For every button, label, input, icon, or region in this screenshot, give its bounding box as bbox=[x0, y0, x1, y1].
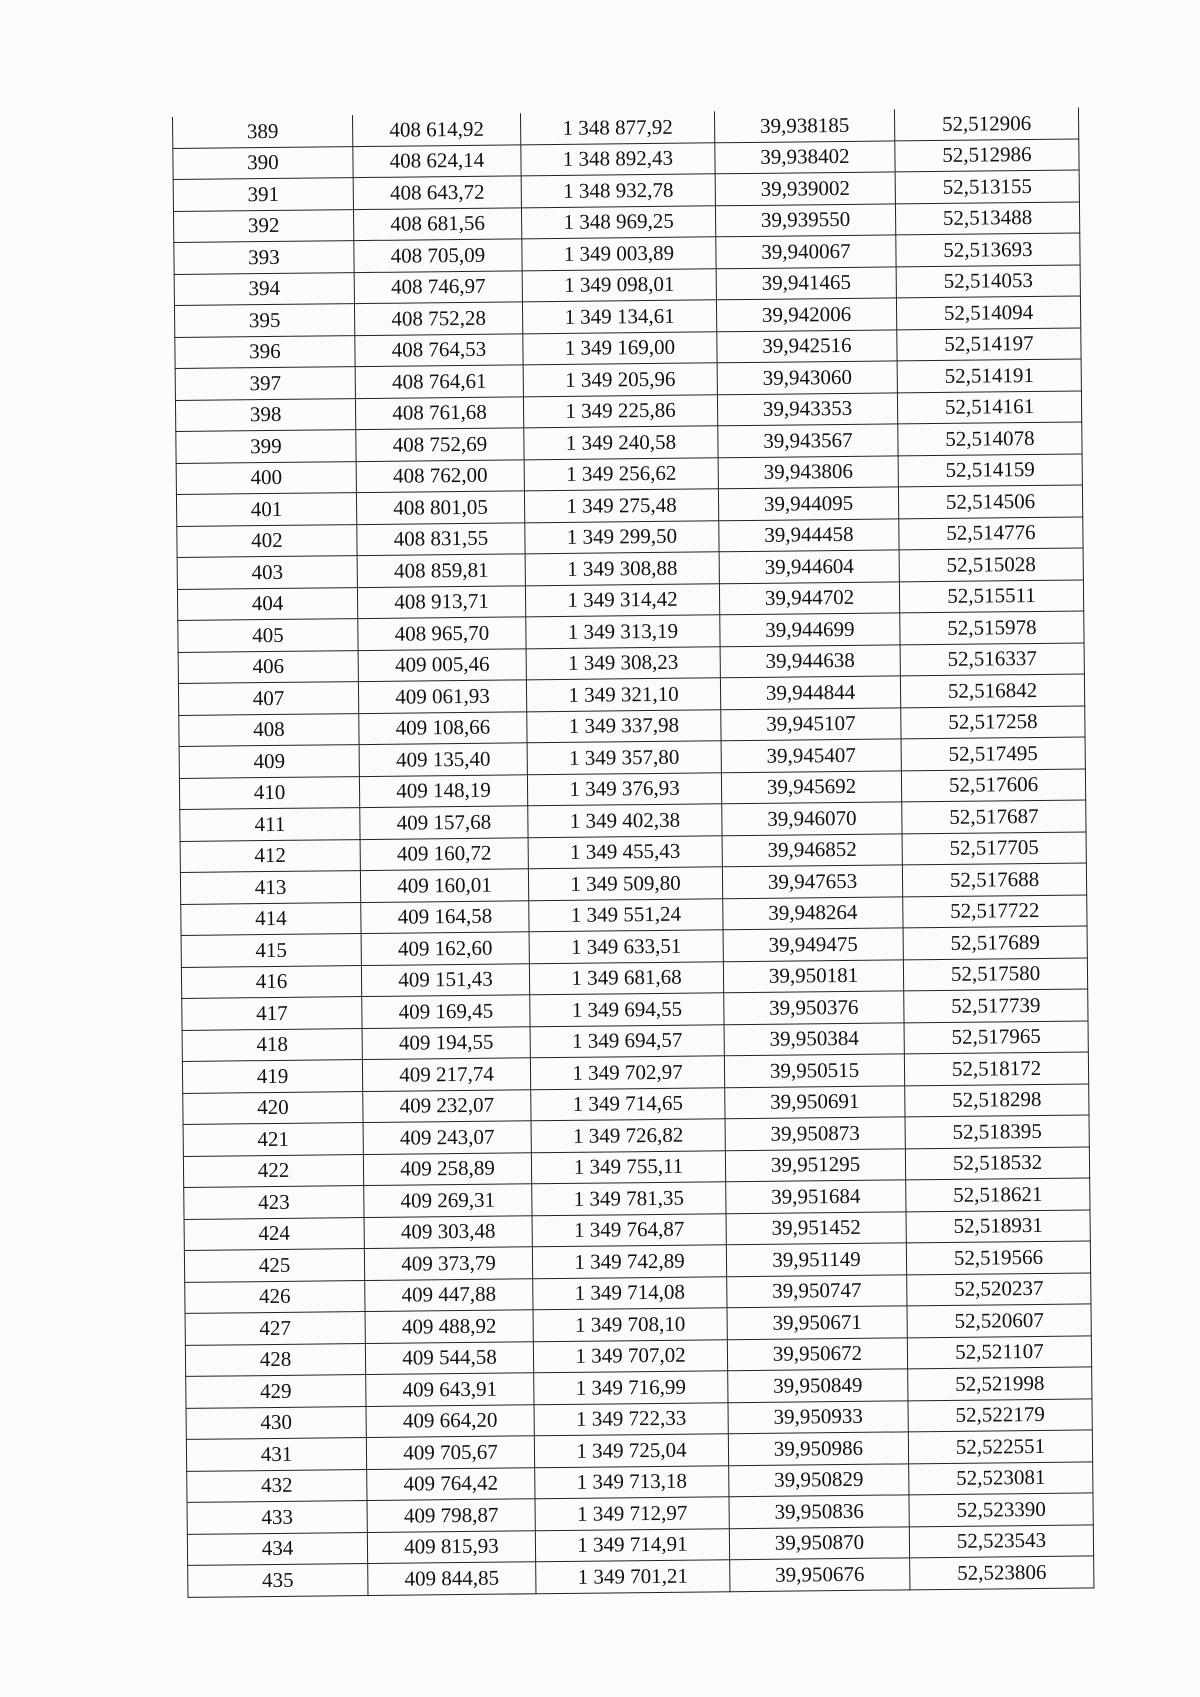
y-coordinate-cell: 1 349 701,21 bbox=[536, 1560, 730, 1594]
latitude-cell: 39,942516 bbox=[717, 329, 897, 362]
latitude-cell: 39,950747 bbox=[727, 1274, 907, 1307]
x-coordinate-cell: 408 913,71 bbox=[357, 585, 525, 618]
y-coordinate-cell: 1 349 357,80 bbox=[527, 741, 721, 775]
point-number-cell: 431 bbox=[186, 1438, 366, 1471]
y-coordinate-cell: 1 349 726,82 bbox=[531, 1119, 725, 1153]
y-coordinate-cell: 1 349 713,18 bbox=[535, 1465, 729, 1499]
x-coordinate-cell: 409 005,46 bbox=[358, 648, 526, 681]
longitude-cell: 52,521998 bbox=[908, 1367, 1092, 1400]
point-number-cell: 418 bbox=[182, 1028, 362, 1061]
point-number-cell: 399 bbox=[176, 430, 356, 463]
point-number-cell: 432 bbox=[187, 1469, 367, 1502]
x-coordinate-cell: 409 217,74 bbox=[362, 1058, 530, 1091]
table-body bbox=[172, 108, 1093, 1597]
point-number-cell: 410 bbox=[179, 776, 359, 809]
latitude-cell: 39,945407 bbox=[721, 739, 901, 772]
x-coordinate-cell: 409 169,45 bbox=[362, 995, 530, 1028]
point-number-cell: 414 bbox=[181, 902, 361, 935]
latitude-cell: 39,949475 bbox=[723, 928, 903, 961]
y-coordinate-cell: 1 349 003,89 bbox=[522, 237, 716, 271]
longitude-cell: 52,514776 bbox=[899, 516, 1083, 549]
y-coordinate-cell: 1 349 714,65 bbox=[531, 1087, 725, 1121]
x-coordinate-cell: 409 764,42 bbox=[367, 1467, 535, 1500]
longitude-cell: 52,523390 bbox=[909, 1493, 1093, 1526]
y-coordinate-cell: 1 349 764,87 bbox=[532, 1213, 726, 1247]
longitude-cell: 52,518532 bbox=[905, 1146, 1089, 1179]
longitude-cell: 52,513155 bbox=[895, 170, 1079, 203]
x-coordinate-cell: 409 269,31 bbox=[364, 1184, 532, 1217]
x-coordinate-cell: 408 859,81 bbox=[357, 554, 525, 587]
latitude-cell: 39,940067 bbox=[716, 235, 896, 268]
y-coordinate-cell: 1 349 205,96 bbox=[523, 363, 717, 397]
longitude-cell: 52,517965 bbox=[904, 1020, 1088, 1053]
y-coordinate-cell: 1 349 742,89 bbox=[532, 1245, 726, 1279]
latitude-cell: 39,947653 bbox=[722, 865, 902, 898]
point-number-cell: 393 bbox=[174, 241, 354, 274]
latitude-cell: 39,941465 bbox=[716, 266, 896, 299]
y-coordinate-cell: 1 349 225,86 bbox=[523, 394, 717, 428]
y-coordinate-cell: 1 349 376,93 bbox=[527, 772, 721, 806]
y-coordinate-cell: 1 349 169,00 bbox=[523, 331, 717, 365]
longitude-cell: 52,514078 bbox=[898, 422, 1082, 455]
y-coordinate-cell: 1 349 714,08 bbox=[533, 1276, 727, 1310]
y-coordinate-cell: 1 349 509,80 bbox=[528, 867, 722, 901]
latitude-cell: 39,950986 bbox=[728, 1432, 908, 1465]
point-number-cell: 426 bbox=[185, 1280, 365, 1313]
latitude-cell: 39,946070 bbox=[722, 802, 902, 835]
y-coordinate-cell: 1 348 877,92 bbox=[520, 111, 714, 144]
x-coordinate-cell: 408 614,92 bbox=[352, 113, 520, 146]
point-number-cell: 409 bbox=[179, 745, 359, 778]
x-coordinate-cell: 409 108,66 bbox=[359, 711, 527, 744]
latitude-cell: 39,943353 bbox=[717, 392, 897, 425]
x-coordinate-cell: 409 488,92 bbox=[365, 1310, 533, 1343]
longitude-cell: 52,517689 bbox=[903, 926, 1087, 959]
point-number-cell: 391 bbox=[173, 178, 353, 211]
point-number-cell: 419 bbox=[182, 1060, 362, 1093]
y-coordinate-cell: 1 349 098,01 bbox=[522, 268, 716, 302]
longitude-cell: 52,515511 bbox=[899, 579, 1083, 612]
x-coordinate-cell: 409 303,48 bbox=[364, 1215, 532, 1248]
point-number-cell: 397 bbox=[175, 367, 355, 400]
latitude-cell: 39,950691 bbox=[725, 1085, 905, 1118]
latitude-cell: 39,950836 bbox=[729, 1495, 909, 1528]
longitude-cell: 52,513693 bbox=[896, 233, 1080, 266]
longitude-cell: 52,518298 bbox=[905, 1083, 1089, 1116]
longitude-cell: 52,517580 bbox=[903, 957, 1087, 990]
y-coordinate-cell: 1 349 299,50 bbox=[525, 520, 719, 554]
x-coordinate-cell: 408 764,53 bbox=[355, 333, 523, 366]
longitude-cell: 52,516842 bbox=[900, 674, 1084, 707]
longitude-cell: 52,522179 bbox=[908, 1398, 1092, 1431]
document-page bbox=[172, 108, 1093, 1598]
x-coordinate-cell: 409 160,72 bbox=[360, 837, 528, 870]
point-number-cell: 408 bbox=[179, 713, 359, 746]
x-coordinate-cell: 409 798,87 bbox=[367, 1499, 535, 1532]
latitude-cell: 39,945692 bbox=[721, 770, 901, 803]
y-coordinate-cell: 1 349 722,33 bbox=[534, 1402, 728, 1436]
longitude-cell: 52,523543 bbox=[909, 1524, 1093, 1557]
longitude-cell: 52,514094 bbox=[896, 296, 1080, 329]
latitude-cell: 39,939002 bbox=[715, 172, 895, 205]
x-coordinate-cell: 409 844,85 bbox=[368, 1562, 536, 1595]
y-coordinate-cell: 1 349 308,88 bbox=[525, 552, 719, 586]
latitude-cell: 39,948264 bbox=[723, 896, 903, 929]
latitude-cell: 39,950829 bbox=[729, 1463, 909, 1496]
x-coordinate-cell: 408 801,05 bbox=[356, 491, 524, 524]
longitude-cell: 52,519566 bbox=[906, 1241, 1090, 1274]
latitude-cell: 39,951295 bbox=[725, 1148, 905, 1181]
y-coordinate-cell: 1 349 337,98 bbox=[527, 709, 721, 743]
point-number-cell: 398 bbox=[175, 398, 355, 431]
point-number-cell: 435 bbox=[188, 1564, 368, 1597]
y-coordinate-cell: 1 349 275,48 bbox=[524, 489, 718, 523]
latitude-cell: 39,943806 bbox=[718, 455, 898, 488]
point-number-cell: 429 bbox=[186, 1375, 366, 1408]
y-coordinate-cell: 1 349 402,38 bbox=[528, 804, 722, 838]
longitude-cell: 52,514053 bbox=[896, 264, 1080, 297]
latitude-cell: 39,938402 bbox=[715, 140, 895, 173]
y-coordinate-cell: 1 349 725,04 bbox=[534, 1434, 728, 1468]
longitude-cell: 52,523806 bbox=[910, 1556, 1094, 1589]
x-coordinate-cell: 409 162,60 bbox=[361, 932, 529, 965]
y-coordinate-cell: 1 349 633,51 bbox=[529, 930, 723, 964]
longitude-cell: 52,515028 bbox=[899, 548, 1083, 581]
point-number-cell: 415 bbox=[181, 934, 361, 967]
longitude-cell: 52,517606 bbox=[901, 768, 1085, 801]
point-number-cell: 428 bbox=[185, 1343, 365, 1376]
point-number-cell: 417 bbox=[182, 997, 362, 1030]
latitude-cell: 39,950849 bbox=[728, 1369, 908, 1402]
point-number-cell: 421 bbox=[183, 1123, 363, 1156]
y-coordinate-cell: 1 349 694,55 bbox=[530, 993, 724, 1027]
x-coordinate-cell: 408 752,69 bbox=[356, 428, 524, 461]
longitude-cell: 52,521107 bbox=[907, 1335, 1091, 1368]
x-coordinate-cell: 409 061,93 bbox=[358, 680, 526, 713]
latitude-cell: 39,950676 bbox=[730, 1558, 910, 1591]
latitude-cell: 39,944699 bbox=[720, 613, 900, 646]
latitude-cell: 39,950515 bbox=[724, 1054, 904, 1087]
latitude-cell: 39,942006 bbox=[716, 298, 896, 331]
latitude-cell: 39,950376 bbox=[724, 991, 904, 1024]
longitude-cell: 52,516337 bbox=[900, 642, 1084, 675]
latitude-cell: 39,945107 bbox=[721, 707, 901, 740]
y-coordinate-cell: 1 349 551,24 bbox=[529, 898, 723, 932]
longitude-cell: 52,514191 bbox=[897, 359, 1081, 392]
x-coordinate-cell: 408 643,72 bbox=[353, 176, 521, 209]
latitude-cell: 39,943567 bbox=[718, 424, 898, 457]
x-coordinate-cell: 409 157,68 bbox=[360, 806, 528, 839]
latitude-cell: 39,944844 bbox=[720, 676, 900, 709]
y-coordinate-cell: 1 349 314,42 bbox=[525, 583, 719, 617]
point-number-cell: 413 bbox=[180, 871, 360, 904]
point-number-cell: 407 bbox=[178, 682, 358, 715]
point-number-cell: 427 bbox=[185, 1312, 365, 1345]
y-coordinate-cell: 1 349 681,68 bbox=[529, 961, 723, 995]
x-coordinate-cell: 408 746,97 bbox=[354, 270, 522, 303]
latitude-cell: 39,951149 bbox=[726, 1243, 906, 1276]
longitude-cell: 52,517687 bbox=[902, 800, 1086, 833]
latitude-cell: 39,939550 bbox=[715, 203, 895, 236]
x-coordinate-cell: 409 373,79 bbox=[364, 1247, 532, 1280]
point-number-cell: 401 bbox=[176, 493, 356, 526]
longitude-cell: 52,515978 bbox=[900, 611, 1084, 644]
x-coordinate-cell: 409 243,07 bbox=[363, 1121, 531, 1154]
longitude-cell: 52,517705 bbox=[902, 831, 1086, 864]
point-number-cell: 400 bbox=[176, 461, 356, 494]
point-number-cell: 423 bbox=[184, 1186, 364, 1219]
x-coordinate-cell: 409 815,93 bbox=[367, 1530, 535, 1563]
latitude-cell: 39,944638 bbox=[720, 644, 900, 677]
longitude-cell: 52,514161 bbox=[897, 390, 1081, 423]
point-number-cell: 420 bbox=[183, 1091, 363, 1124]
x-coordinate-cell: 408 705,09 bbox=[354, 239, 522, 272]
latitude-cell: 39,943060 bbox=[717, 361, 897, 394]
longitude-cell: 52,522551 bbox=[908, 1430, 1092, 1463]
point-number-cell: 395 bbox=[174, 304, 354, 337]
y-coordinate-cell: 1 348 969,25 bbox=[521, 205, 715, 239]
longitude-cell: 52,512986 bbox=[895, 139, 1079, 172]
longitude-cell: 52,512906 bbox=[894, 108, 1078, 141]
longitude-cell: 52,518395 bbox=[905, 1115, 1089, 1148]
x-coordinate-cell: 409 447,88 bbox=[365, 1278, 533, 1311]
longitude-cell: 52,514197 bbox=[897, 327, 1081, 360]
longitude-cell: 52,520607 bbox=[907, 1304, 1091, 1337]
longitude-cell: 52,523081 bbox=[909, 1461, 1093, 1494]
longitude-cell: 52,513488 bbox=[895, 202, 1079, 235]
point-number-cell: 396 bbox=[175, 335, 355, 368]
point-number-cell: 422 bbox=[183, 1154, 363, 1187]
x-coordinate-cell: 409 135,40 bbox=[359, 743, 527, 776]
point-number-cell: 433 bbox=[187, 1501, 367, 1534]
latitude-cell: 39,951452 bbox=[726, 1211, 906, 1244]
x-coordinate-cell: 409 148,19 bbox=[359, 774, 527, 807]
point-number-cell: 390 bbox=[173, 146, 353, 179]
point-number-cell: 405 bbox=[178, 619, 358, 652]
y-coordinate-cell: 1 349 455,43 bbox=[528, 835, 722, 869]
x-coordinate-cell: 408 761,68 bbox=[355, 396, 523, 429]
point-number-cell: 394 bbox=[174, 272, 354, 305]
coordinates-table bbox=[172, 108, 1094, 1598]
latitude-cell: 39,944702 bbox=[719, 581, 899, 614]
x-coordinate-cell: 409 544,58 bbox=[365, 1341, 533, 1374]
x-coordinate-cell: 409 643,91 bbox=[366, 1373, 534, 1406]
latitude-cell: 39,938185 bbox=[714, 109, 894, 142]
longitude-cell: 52,517739 bbox=[904, 989, 1088, 1022]
longitude-cell: 52,514506 bbox=[898, 485, 1082, 518]
x-coordinate-cell: 409 194,55 bbox=[362, 1026, 530, 1059]
latitude-cell: 39,950672 bbox=[727, 1337, 907, 1370]
y-coordinate-cell: 1 349 714,91 bbox=[535, 1528, 729, 1562]
y-coordinate-cell: 1 349 240,58 bbox=[524, 426, 718, 460]
x-coordinate-cell: 408 764,61 bbox=[355, 365, 523, 398]
point-number-cell: 403 bbox=[177, 556, 357, 589]
x-coordinate-cell: 408 752,28 bbox=[354, 302, 522, 335]
longitude-cell: 52,517688 bbox=[902, 863, 1086, 896]
longitude-cell: 52,518172 bbox=[904, 1052, 1088, 1085]
y-coordinate-cell: 1 349 256,62 bbox=[524, 457, 718, 491]
latitude-cell: 39,951684 bbox=[726, 1180, 906, 1213]
x-coordinate-cell: 408 965,70 bbox=[358, 617, 526, 650]
longitude-cell: 52,517722 bbox=[903, 894, 1087, 927]
x-coordinate-cell: 409 151,43 bbox=[361, 963, 529, 996]
point-number-cell: 424 bbox=[184, 1217, 364, 1250]
x-coordinate-cell: 408 831,55 bbox=[357, 522, 525, 555]
y-coordinate-cell: 1 349 781,35 bbox=[532, 1182, 726, 1216]
y-coordinate-cell: 1 349 134,61 bbox=[522, 300, 716, 334]
y-coordinate-cell: 1 349 321,10 bbox=[526, 678, 720, 712]
point-number-cell: 404 bbox=[177, 587, 357, 620]
point-number-cell: 402 bbox=[177, 524, 357, 557]
x-coordinate-cell: 409 258,89 bbox=[363, 1152, 531, 1185]
point-number-cell: 412 bbox=[180, 839, 360, 872]
y-coordinate-cell: 1 348 892,43 bbox=[521, 142, 715, 176]
y-coordinate-cell: 1 349 707,02 bbox=[533, 1339, 727, 1373]
point-number-cell: 411 bbox=[180, 808, 360, 841]
x-coordinate-cell: 409 664,20 bbox=[366, 1404, 534, 1437]
latitude-cell: 39,950671 bbox=[727, 1306, 907, 1339]
y-coordinate-cell: 1 349 755,11 bbox=[531, 1150, 725, 1184]
point-number-cell: 389 bbox=[172, 115, 352, 148]
longitude-cell: 52,520237 bbox=[907, 1272, 1091, 1305]
y-coordinate-cell: 1 349 313,19 bbox=[526, 615, 720, 649]
latitude-cell: 39,950384 bbox=[724, 1022, 904, 1055]
x-coordinate-cell: 409 160,01 bbox=[360, 869, 528, 902]
point-number-cell: 392 bbox=[173, 209, 353, 242]
y-coordinate-cell: 1 349 716,99 bbox=[534, 1371, 728, 1405]
point-number-cell: 416 bbox=[181, 965, 361, 998]
x-coordinate-cell: 409 705,67 bbox=[366, 1436, 534, 1469]
longitude-cell: 52,517258 bbox=[901, 705, 1085, 738]
latitude-cell: 39,944095 bbox=[718, 487, 898, 520]
latitude-cell: 39,950181 bbox=[723, 959, 903, 992]
x-coordinate-cell: 408 681,56 bbox=[353, 207, 521, 240]
point-number-cell: 430 bbox=[186, 1406, 366, 1439]
y-coordinate-cell: 1 349 308,23 bbox=[526, 646, 720, 680]
x-coordinate-cell: 409 232,07 bbox=[363, 1089, 531, 1122]
point-number-cell: 425 bbox=[184, 1249, 364, 1282]
latitude-cell: 39,944458 bbox=[719, 518, 899, 551]
y-coordinate-cell: 1 349 712,97 bbox=[535, 1497, 729, 1531]
x-coordinate-cell: 408 762,00 bbox=[356, 459, 524, 492]
y-coordinate-cell: 1 349 694,57 bbox=[530, 1024, 724, 1058]
latitude-cell: 39,950933 bbox=[728, 1400, 908, 1433]
longitude-cell: 52,517495 bbox=[901, 737, 1085, 770]
point-number-cell: 434 bbox=[187, 1532, 367, 1565]
point-number-cell: 406 bbox=[178, 650, 358, 683]
longitude-cell: 52,514159 bbox=[898, 453, 1082, 486]
y-coordinate-cell: 1 349 708,10 bbox=[533, 1308, 727, 1342]
latitude-cell: 39,946852 bbox=[722, 833, 902, 866]
longitude-cell: 52,518931 bbox=[906, 1209, 1090, 1242]
x-coordinate-cell: 409 164,58 bbox=[361, 900, 529, 933]
y-coordinate-cell: 1 349 702,97 bbox=[530, 1056, 724, 1090]
latitude-cell: 39,950870 bbox=[729, 1526, 909, 1559]
longitude-cell: 52,518621 bbox=[906, 1178, 1090, 1211]
latitude-cell: 39,944604 bbox=[719, 550, 899, 583]
y-coordinate-cell: 1 348 932,78 bbox=[521, 174, 715, 208]
latitude-cell: 39,950873 bbox=[725, 1117, 905, 1150]
x-coordinate-cell: 408 624,14 bbox=[353, 144, 521, 177]
